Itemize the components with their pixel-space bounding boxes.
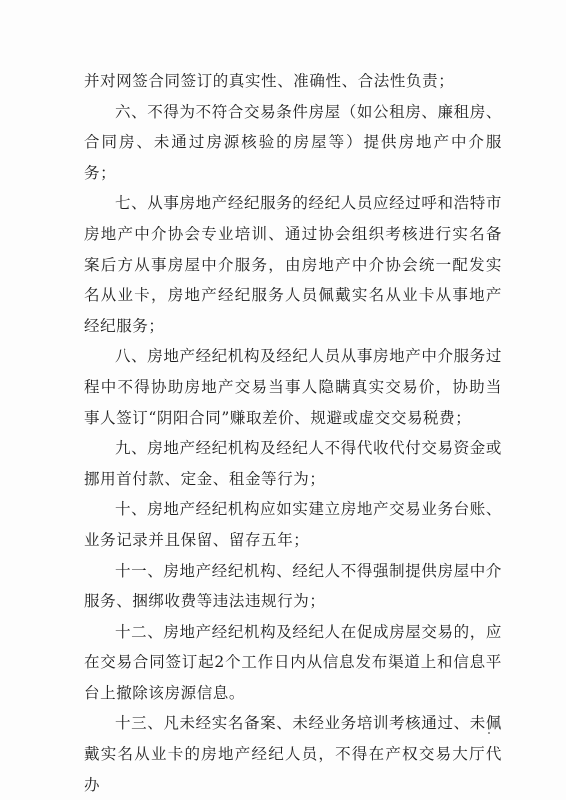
paragraph-continuation: 并对网签合同签订的真实性、准确性、合法性负责； xyxy=(84,72,455,90)
paragraph-item-7: 七、从事房地产经纪服务的经纪人员应经过呼和浩特市房地产中介协会专业培训、通过协会组织考核进行实名备案后方从事房屋中介服务，由房地产中介协会统一配发实名从业卡，房地产经纪服务人员佩戴实名从业卡从事地产经纪服务； xyxy=(84,194,502,335)
paragraph-item-10: 十、房地产经纪机构应如实建立房地产交易业务台账、业务记录并且保留、留存五年； xyxy=(84,500,502,549)
paragraph-item-6: 六、不得为不符合交易条件房屋（如公租房、廉租房、合同房、未通过房源核验的房屋等）提供房地产中介服务； xyxy=(84,102,502,182)
paragraph-item-9: 九、房地产经纪机构及经纪人不得代收代付交易资金或挪用首付款、定金、租金等行为； xyxy=(84,439,502,488)
paragraph-item-13: 十三、凡未经实名备案、未经业务培训考核通过、未佩戴实名从业卡的房地产经纪人员，不得在产权交易大厅代办 xyxy=(84,714,502,794)
document-body xyxy=(84,66,502,800)
paragraph-item-11: 十一、房地产经纪机构、经纪人不得强制提供房屋中介服务、捆绑收费等违法违规行为； xyxy=(84,561,502,611)
paragraph-item-8: 八、房地产经纪机构及经纪人员从事房地产中介服务过程中不得协助房地产交易当事人隐瞒真实交易价，协助当事人签订“阴阳合同”赚取差价、规避或虚交交易税费； xyxy=(84,347,502,427)
paragraph-item-12: 十二、房地产经纪机构及经纪人在促成房屋交易的，应在交易合同签订起2个工作日内从信息发布渠道上和信息平台上撤除该房源信息。 xyxy=(84,622,502,702)
